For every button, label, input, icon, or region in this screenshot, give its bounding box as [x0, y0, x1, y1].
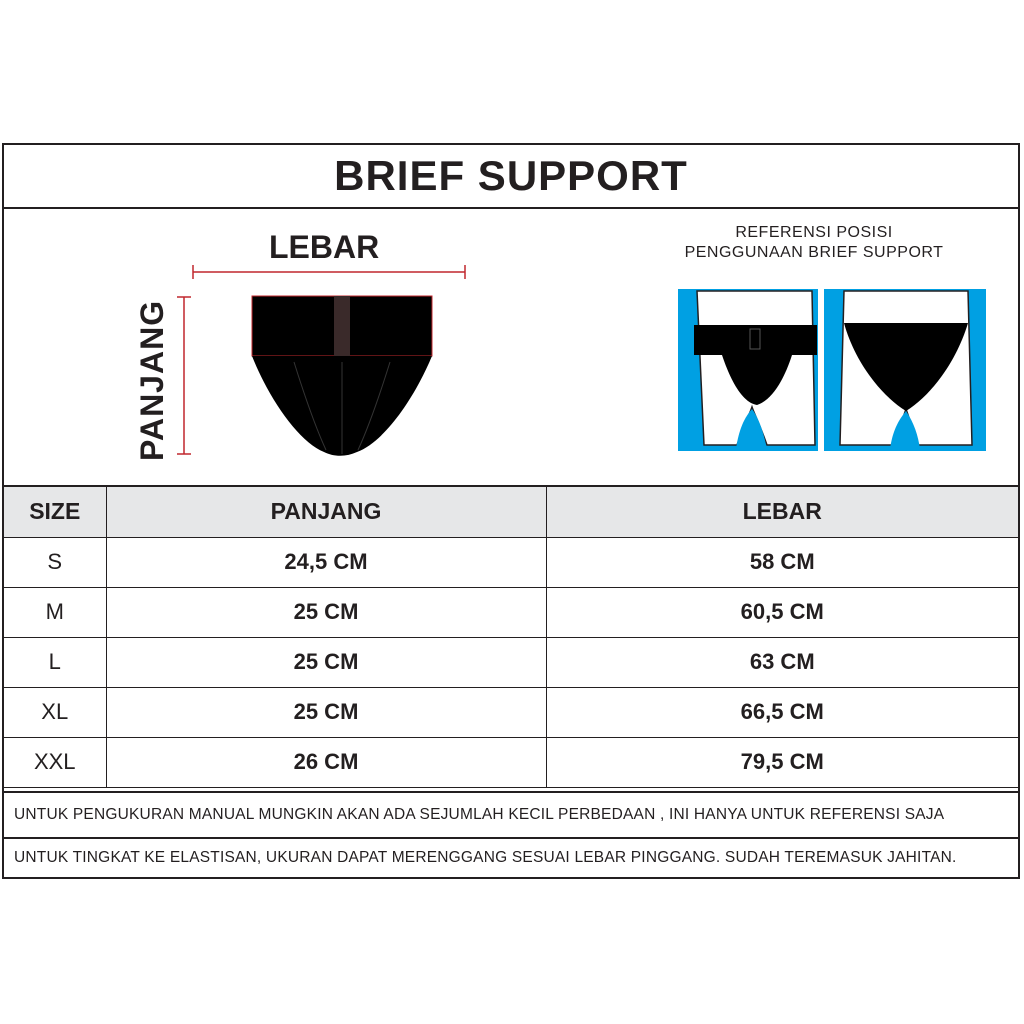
- size-chart-frame: [2, 143, 1020, 879]
- table-row: [4, 637, 1018, 687]
- page-title: BRIEF SUPPORT: [4, 145, 1018, 209]
- lebar-cell: 66,5 CM: [546, 687, 1018, 737]
- brief-illustration-icon: [164, 264, 484, 494]
- size-table: [4, 487, 1018, 788]
- table-row: [4, 687, 1018, 737]
- reference-line-2: PENGGUNAAN BRIEF SUPPORT: [684, 244, 944, 261]
- elasticity-note: UNTUK TINGKAT KE ELASTISAN, UKURAN DAPAT MERENGGANG SESUAI LEBAR PINGGANG. SUDAH TEREMASUK JAHITAN.: [14, 849, 957, 866]
- reference-front-view: [678, 289, 818, 451]
- panjang-cell: 24,5 CM: [106, 537, 546, 587]
- size-cell: XXL: [4, 737, 106, 787]
- table-header-row: [4, 487, 1018, 537]
- panjang-cell: 25 CM: [106, 637, 546, 687]
- header-size: SIZE: [4, 487, 106, 537]
- lebar-measure-line: [193, 265, 465, 279]
- waistband-stripe: [334, 296, 350, 356]
- lebar-cell: 58 CM: [546, 537, 1018, 587]
- reference-caption: [624, 223, 1004, 263]
- lebar-cell: 63 CM: [546, 637, 1018, 687]
- measurement-note: UNTUK PENGUKURAN MANUAL MUNGKIN AKAN ADA SEJUMLAH KECIL PERBEDAAN , INI HANYA UNTUK REFERENSI SAJA: [4, 791, 1018, 839]
- size-cell: M: [4, 587, 106, 637]
- panjang-label: PANJANG: [134, 299, 170, 461]
- lebar-cell: 79,5 CM: [546, 737, 1018, 787]
- panjang-cell: 25 CM: [106, 587, 546, 637]
- size-cell: XL: [4, 687, 106, 737]
- header-lebar: LEBAR: [546, 487, 1018, 537]
- reference-line-1: REFERENSI POSISI: [735, 224, 893, 241]
- table-row: [4, 537, 1018, 587]
- reference-position-icon: [672, 285, 990, 453]
- size-cell: L: [4, 637, 106, 687]
- table-row: [4, 587, 1018, 637]
- reference-back-view: [824, 289, 986, 451]
- illustration-section: [4, 209, 1018, 487]
- lebar-cell: 60,5 CM: [546, 587, 1018, 637]
- table-row: [4, 737, 1018, 787]
- panjang-measure-line: [177, 297, 191, 454]
- lebar-label: LEBAR: [269, 229, 380, 265]
- header-panjang: PANJANG: [106, 487, 546, 537]
- panjang-cell: 25 CM: [106, 687, 546, 737]
- size-cell: S: [4, 537, 106, 587]
- panjang-cell: 26 CM: [106, 737, 546, 787]
